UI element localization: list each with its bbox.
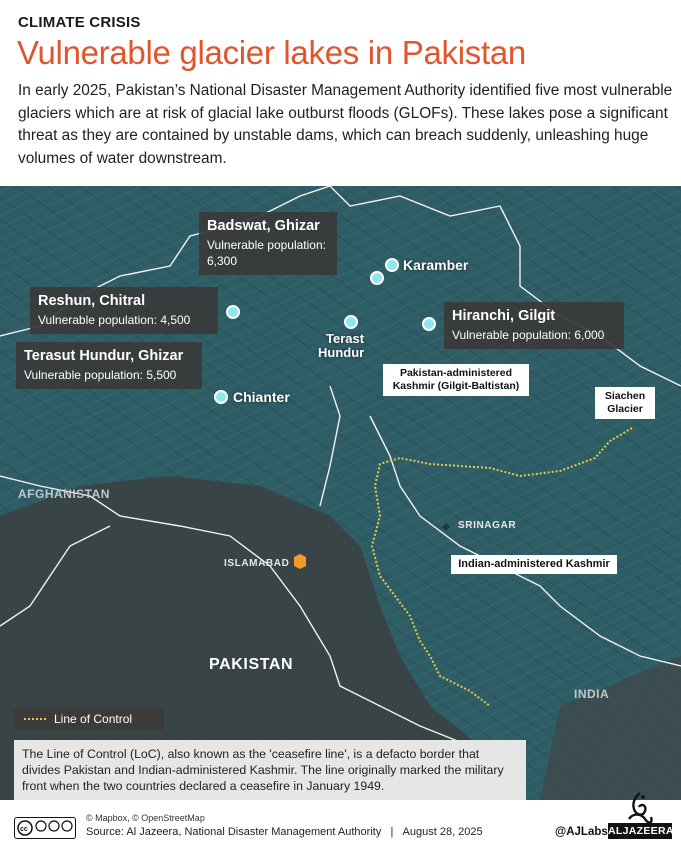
reshun-dot	[226, 305, 240, 319]
badswat-label: Badswat, Ghizar Vulnerable population: 6,300	[199, 212, 337, 275]
terast-hundur-dot	[344, 315, 358, 329]
page-title: Vulnerable glacier lakes in Pakistan	[17, 34, 526, 71]
islamabad-label: ISLAMABAD	[224, 558, 290, 569]
chianter-label: Chianter	[233, 389, 290, 405]
terasut-hundur-label: Terasut Hundur, Ghizar Vulnerable population: 5,500	[16, 342, 202, 389]
pak-kashmir-label: Pakistan-administered Kashmir (Gilgit-Baltistan)	[383, 364, 529, 396]
legend-label: Line of Control	[54, 712, 133, 726]
siachen-label: Siachen Glacier	[595, 387, 655, 419]
india-label: INDIA	[574, 687, 610, 701]
indian-kashmir-label: Indian-administered Kashmir	[451, 555, 617, 574]
loc-note: The Line of Control (LoC), also known as the 'ceasefire line', is a defacto border that divides Pakistan and Indian-administered Kashmir. The line originally marked the military front when the two countries declared a ceasefire in January 1949.	[14, 740, 526, 800]
kicker: CLIMATE CRISIS	[18, 14, 141, 31]
intro-text: In early 2025, Pakistan’s National Disaster Management Authority identified five most vulnerable glaciers which are at risk of glacial lake outburst floods (GLOFs). These lakes pose a significant threat as they are contained by unstable dams, which can breach suddenly, unleashing huge volumes of water downstream.	[18, 82, 673, 167]
karamber-label: Karamber	[403, 257, 469, 273]
source-line: Source: Al Jazeera, National Disaster Management Authority | August 28, 2025	[86, 826, 483, 838]
srinagar-label: SRINAGAR	[458, 520, 517, 531]
creative-commons-icon	[14, 817, 76, 839]
ajlabs-handle: @AJLabs	[555, 826, 608, 838]
hundur-label: Hundur	[318, 345, 365, 360]
terast-label: Terast	[326, 331, 365, 346]
aljazeera-wordmark: ALJAZEERA	[608, 825, 674, 837]
svg-text:cc: cc	[20, 826, 28, 833]
afghanistan-label: AFGHANISTAN	[18, 487, 110, 501]
loc-line-icon	[24, 718, 46, 720]
karamber-dot	[385, 258, 399, 272]
pakistan-label: PAKISTAN	[209, 656, 294, 673]
hiranchi-dot	[422, 317, 436, 331]
map-credits: © Mapbox, © OpenStreetMap	[86, 813, 205, 823]
chianter-dot	[214, 390, 228, 404]
islamabad-marker	[294, 554, 306, 569]
reshun-label: Reshun, Chitral Vulnerable population: 4,500	[30, 287, 218, 334]
badswat-dot	[370, 271, 384, 285]
hiranchi-label: Hiranchi, Gilgit Vulnerable population: 6,000	[444, 302, 624, 349]
map-legend	[14, 708, 164, 730]
